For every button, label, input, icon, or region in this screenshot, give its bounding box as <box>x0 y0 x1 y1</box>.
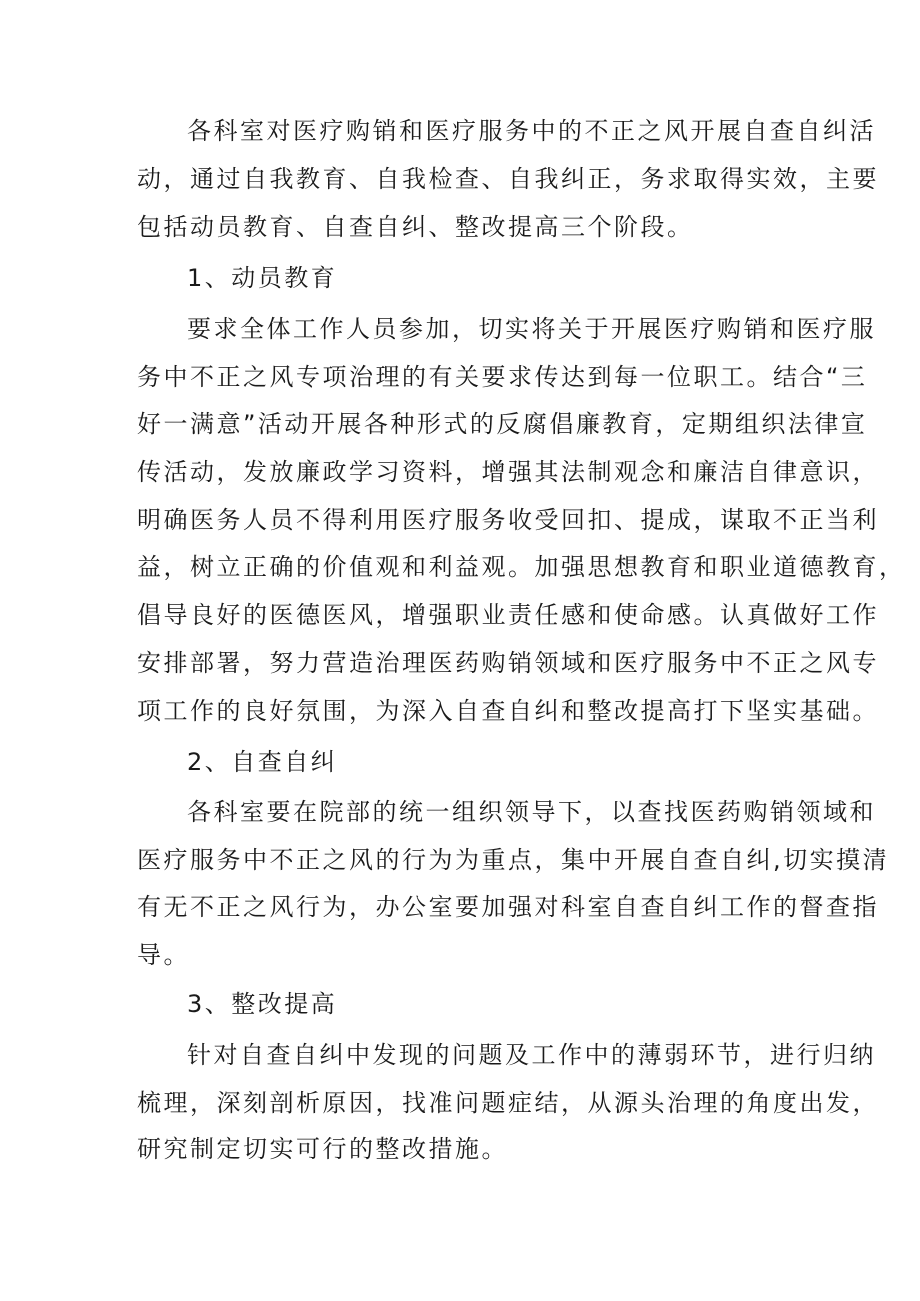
paragraph-intro-line-2: 动，通过自我教育、自我检查、自我纠正，务求取得实效，主要 <box>137 165 879 193</box>
section-heading-1: 1、动员教育 <box>187 264 338 292</box>
paragraph-1-line-3: 好一满意”活动开展各种形式的反腐倡廉教育，定期组织法律宣 <box>137 410 868 438</box>
paragraph-1-line-9: 项工作的良好氛围，为深入自查自纠和整改提高打下坚实基础。 <box>137 697 879 725</box>
paragraph-3-line-2: 梳理，深刻剖析原因，找准问题症结，从源头治理的角度出发， <box>137 1089 879 1117</box>
paragraph-3-line-1: 针对自查自纠中发现的问题及工作中的薄弱环节，进行归纳 <box>187 1041 876 1069</box>
paragraph-intro-line-1: 各科室对医疗购销和医疗服务中的不正之风开展自查自纠活 <box>187 117 876 145</box>
paragraph-2-line-3: 有无不正之风行为，办公室要加强对科室自查自纠工作的督查指 <box>137 893 879 921</box>
paragraph-1-line-4: 传活动，发放廉政学习资料，增强其法制观念和廉洁自律意识， <box>137 458 879 486</box>
section-heading-2: 2、自查自纠 <box>187 748 338 776</box>
paragraph-1-line-6: 益，树立正确的价值观和利益观。加强思想教育和职业道德教育， <box>137 553 906 581</box>
paragraph-1-line-1: 要求全体工作人员参加，切实将关于开展医疗购销和医疗服 <box>187 315 876 343</box>
paragraph-1-line-7: 倡导良好的医德医风，增强职业责任感和使命感。认真做好工作 <box>137 601 879 629</box>
paragraph-2-line-1: 各科室要在院部的统一组织领导下，以查找医药购销领域和 <box>187 798 876 826</box>
paragraph-1-line-8: 安排部署，努力营造治理医药购销领域和医疗服务中不正之风专 <box>137 649 879 677</box>
paragraph-3-line-3: 研究制定切实可行的整改措施。 <box>137 1135 508 1163</box>
paragraph-intro-line-3: 包括动员教育、自查自纠、整改提高三个阶段。 <box>137 213 694 241</box>
paragraph-2-line-4: 导。 <box>137 941 190 969</box>
paragraph-1-line-5: 明确医务人员不得利用医疗服务收受回扣、提成，谋取不正当利 <box>137 506 879 534</box>
paragraph-2-line-2: 医疗服务中不正之风的行为为重点，集中开展自查自纠,切实摸清 <box>137 846 890 874</box>
paragraph-1-line-2: 务中不正之风专项治理的有关要求传达到每一位职工。结合“三 <box>137 363 868 391</box>
section-heading-3: 3、整改提高 <box>187 990 338 1018</box>
